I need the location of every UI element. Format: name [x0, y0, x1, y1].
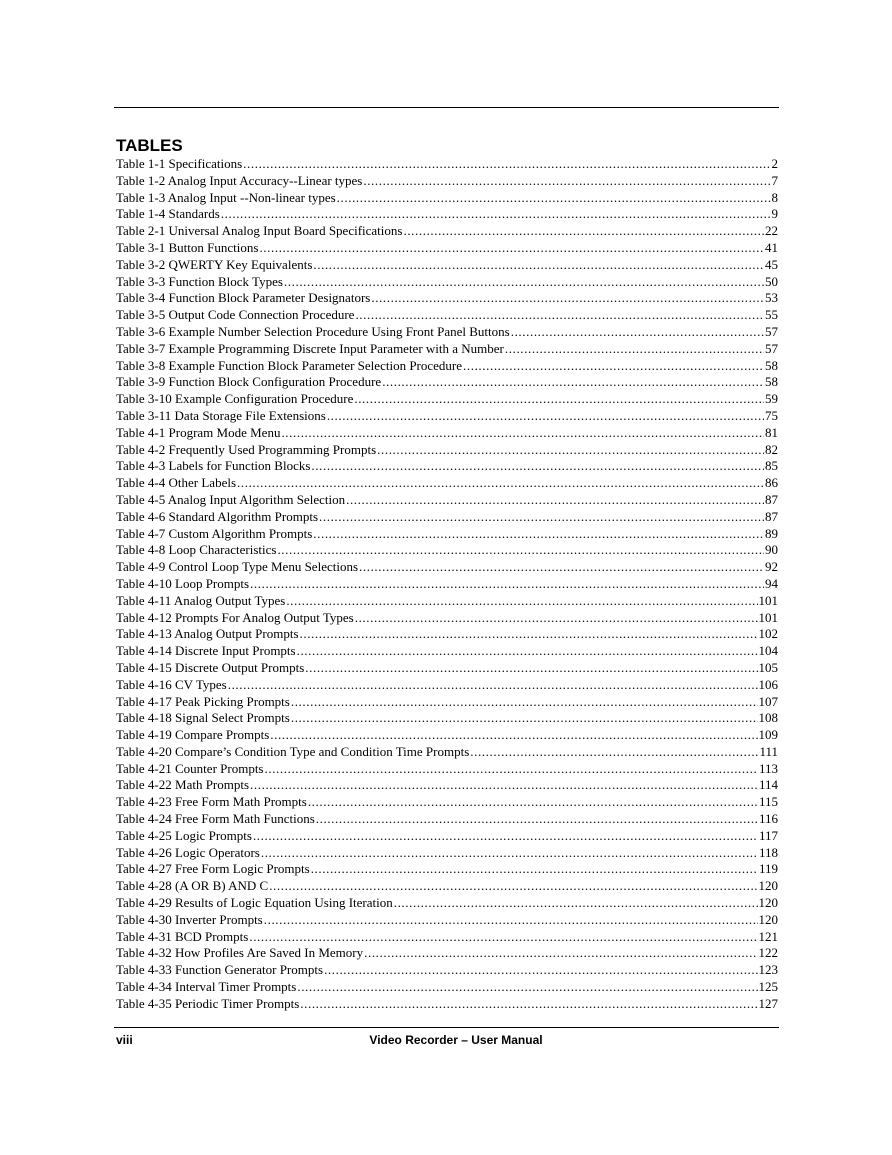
toc-entry[interactable] — [116, 744, 778, 761]
toc-entry-page: 92 — [765, 559, 778, 575]
toc-entry-page: 127 — [758, 995, 778, 1011]
toc-entry-page: 106 — [758, 676, 778, 692]
toc-entry-page: 86 — [765, 475, 778, 491]
toc-entry-label: Table 4-14 Discrete Input Prompts — [116, 643, 296, 659]
toc-entry-label: Table 4-2 Frequently Used Programming Prompts — [116, 441, 377, 457]
toc-entry-label: Table 1-2 Analog Input Accuracy--Linear types — [116, 172, 363, 188]
toc-entry-label: Table 4-9 Control Loop Type Menu Selections — [116, 559, 359, 575]
toc-entry-page: 89 — [765, 525, 778, 541]
toc-entry-label: Table 4-34 Interval Timer Prompts — [116, 979, 297, 995]
toc-entry[interactable] — [116, 408, 778, 425]
toc-entry[interactable] — [116, 694, 778, 711]
dot-leader — [250, 576, 764, 593]
toc-entry-label: Table 3-5 Output Code Connection Procedure — [116, 307, 355, 323]
toc-entry-page: 125 — [758, 979, 778, 995]
toc-entry-label: Table 4-23 Free Form Math Prompts — [116, 794, 307, 810]
dot-leader — [377, 442, 764, 459]
toc-entry[interactable] — [116, 307, 778, 324]
toc-entry[interactable] — [116, 475, 778, 492]
toc-entry[interactable] — [116, 290, 778, 307]
toc-entry-page: 90 — [765, 542, 778, 558]
dot-leader — [253, 828, 758, 845]
dot-leader — [363, 173, 770, 190]
toc-entry-label: Table 4-19 Compare Prompts — [116, 727, 270, 743]
toc-entry-label: Table 1-1 Specifications — [116, 156, 243, 171]
toc-entry-page: 108 — [758, 710, 778, 726]
toc-entry-label: Table 4-3 Labels for Function Blocks — [116, 458, 311, 474]
toc-entry-page: 22 — [765, 223, 778, 239]
table-of-tables — [116, 156, 778, 1013]
toc-entry-page: 122 — [758, 945, 778, 961]
toc-entry[interactable] — [116, 845, 778, 862]
toc-entry-label: Table 4-22 Math Prompts — [116, 777, 250, 793]
toc-entry-label: Table 4-18 Signal Select Prompts — [116, 710, 290, 726]
toc-entry-page: 58 — [765, 357, 778, 373]
toc-entry-label: Table 4-8 Loop Characteristics — [116, 542, 277, 558]
footer-rule — [114, 1027, 779, 1028]
dot-leader — [259, 240, 764, 257]
toc-entry-label: Table 4-20 Compare’s Condition Type and Condition Time Prompts — [116, 743, 470, 759]
toc-entry[interactable] — [116, 559, 778, 576]
footer-page-number: viii — [116, 1033, 133, 1047]
dot-leader — [382, 374, 764, 391]
toc-entry[interactable] — [116, 929, 778, 946]
toc-entry-page: 53 — [765, 290, 778, 306]
toc-entry[interactable] — [116, 274, 778, 291]
dot-leader — [277, 542, 764, 559]
toc-entry[interactable] — [116, 509, 778, 526]
toc-entry-page: 117 — [758, 827, 778, 843]
toc-entry-label: Table 3-4 Function Block Parameter Designators — [116, 290, 371, 306]
toc-entry[interactable] — [116, 794, 778, 811]
dot-leader — [470, 744, 758, 761]
toc-entry[interactable] — [116, 777, 778, 794]
toc-entry[interactable] — [116, 895, 778, 912]
toc-entry-page: 41 — [765, 239, 778, 255]
toc-entry-page: 81 — [765, 424, 778, 440]
toc-entry[interactable] — [116, 526, 778, 543]
toc-entry[interactable] — [116, 190, 778, 207]
toc-entry-page: 109 — [758, 727, 778, 743]
toc-entry[interactable] — [116, 324, 778, 341]
toc-entry-label: Table 3-3 Function Block Types — [116, 273, 283, 289]
toc-entry-label: Table 4-29 Results of Logic Equation Using Iteration — [116, 895, 393, 911]
toc-entry-label: Table 4-31 BCD Prompts — [116, 928, 249, 944]
dot-leader — [313, 526, 764, 543]
toc-entry-label: Table 4-4 Other Labels — [116, 475, 237, 491]
dot-leader — [243, 156, 770, 173]
dot-leader — [265, 761, 758, 778]
toc-entry[interactable] — [116, 425, 778, 442]
toc-entry[interactable] — [116, 761, 778, 778]
footer-title: Video Recorder – User Manual — [369, 1033, 543, 1047]
toc-entry-label: Table 4-1 Program Mode Menu — [116, 424, 281, 440]
toc-entry[interactable] — [116, 727, 778, 744]
toc-entry-label: Table 4-21 Counter Prompts — [116, 760, 264, 776]
dot-leader — [505, 341, 764, 358]
toc-entry-page: 111 — [759, 743, 778, 759]
toc-entry-page: 116 — [758, 811, 778, 827]
dot-leader — [403, 223, 764, 240]
toc-entry[interactable] — [116, 442, 778, 459]
toc-entry-page: 114 — [758, 777, 778, 793]
toc-entry[interactable] — [116, 374, 778, 391]
toc-entry-label: Table 1-4 Standards — [116, 206, 220, 222]
toc-entry[interactable] — [116, 206, 778, 223]
toc-entry-page: 75 — [765, 407, 778, 423]
toc-entry-label: Table 4-13 Analog Output Prompts — [116, 626, 299, 642]
toc-entry-label: Table 4-10 Loop Prompts — [116, 575, 250, 591]
toc-entry-label: Table 4-12 Prompts For Analog Output Types — [116, 609, 354, 625]
toc-entry-label: Table 4-7 Custom Algorithm Prompts — [116, 525, 313, 541]
toc-entry-label: Table 3-7 Example Programming Discrete Input Parameter with a Number — [116, 340, 504, 356]
toc-entry-label: Table 4-25 Logic Prompts — [116, 827, 252, 843]
toc-entry-page: 113 — [758, 760, 778, 776]
dot-leader — [394, 895, 758, 912]
toc-entry-page: 57 — [765, 340, 778, 356]
toc-entry-page: 104 — [758, 643, 778, 659]
toc-entry-label: Table 4-5 Analog Input Algorithm Selection — [116, 491, 346, 507]
toc-entry[interactable] — [116, 156, 778, 173]
dot-leader — [297, 643, 758, 660]
toc-entry-label: Table 3-2 QWERTY Key Equivalents — [116, 256, 313, 272]
dot-leader — [308, 794, 758, 811]
toc-entry[interactable] — [116, 593, 778, 610]
toc-entry[interactable] — [116, 492, 778, 509]
toc-entry-label: Table 4-33 Function Generator Prompts — [116, 962, 324, 978]
dot-leader — [300, 626, 758, 643]
toc-entry[interactable] — [116, 710, 778, 727]
dot-leader — [300, 996, 757, 1013]
toc-entry[interactable] — [116, 240, 778, 257]
toc-entry-label: Table 2-1 Universal Analog Input Board Specifications — [116, 223, 403, 239]
dot-leader — [354, 391, 764, 408]
dot-leader — [346, 492, 764, 509]
dot-leader — [355, 307, 764, 324]
toc-entry-page: 120 — [758, 911, 778, 927]
dot-leader — [371, 290, 764, 307]
toc-entry[interactable] — [116, 996, 778, 1013]
toc-entry-label: Table 4-30 Inverter Prompts — [116, 911, 263, 927]
toc-entry-label: Table 4-28 (A OR B) AND C — [116, 878, 269, 894]
dot-leader — [511, 324, 764, 341]
dot-leader — [311, 861, 758, 878]
toc-entry-page: 102 — [758, 626, 778, 642]
dot-leader — [364, 945, 757, 962]
dot-leader — [463, 358, 764, 375]
toc-entry[interactable] — [116, 610, 778, 627]
toc-entry-page: 82 — [765, 441, 778, 457]
toc-entry-page: 120 — [758, 878, 778, 894]
toc-entry-label: Table 3-11 Data Storage File Extensions — [116, 407, 326, 423]
dot-leader — [316, 811, 758, 828]
toc-entry-page: 7 — [771, 172, 778, 188]
dot-leader — [305, 660, 757, 677]
toc-entry-page: 101 — [758, 609, 778, 625]
toc-entry[interactable] — [116, 979, 778, 996]
toc-entry-label: Table 3-6 Example Number Selection Procedure Using Front Panel Buttons — [116, 323, 510, 339]
toc-entry-label: Table 4-15 Discrete Output Prompts — [116, 659, 305, 675]
toc-entry-label: Table 4-24 Free Form Math Functions — [116, 811, 315, 827]
dot-leader — [221, 206, 771, 223]
dot-leader — [327, 408, 764, 425]
toc-entry[interactable] — [116, 677, 778, 694]
toc-entry-page: 57 — [765, 323, 778, 339]
toc-entry-label: Table 4-32 How Profiles Are Saved In Memory — [116, 945, 364, 961]
toc-entry[interactable] — [116, 945, 778, 962]
toc-entry[interactable] — [116, 341, 778, 358]
dot-leader — [291, 694, 758, 711]
toc-entry-page: 105 — [758, 659, 778, 675]
toc-entry-label: Table 4-35 Periodic Timer Prompts — [116, 995, 300, 1011]
toc-entry-page: 58 — [765, 374, 778, 390]
toc-entry-page: 8 — [771, 189, 778, 205]
toc-entry-label: Table 3-8 Example Function Block Parameter Selection Procedure — [116, 357, 463, 373]
dot-leader — [359, 559, 764, 576]
toc-entry-page: 115 — [758, 794, 778, 810]
toc-entry-page: 107 — [758, 693, 778, 709]
toc-entry[interactable] — [116, 828, 778, 845]
toc-entry-page: 45 — [765, 256, 778, 272]
footer-title-wrap — [0, 1033, 892, 1047]
toc-entry-page: 55 — [765, 307, 778, 323]
toc-entry-label: Table 1-3 Analog Input --Non-linear types — [116, 189, 336, 205]
toc-entry[interactable] — [116, 878, 778, 895]
toc-entry[interactable] — [116, 391, 778, 408]
toc-entry[interactable] — [116, 358, 778, 375]
dot-leader — [228, 677, 758, 694]
toc-entry-page: 85 — [765, 458, 778, 474]
header-rule — [114, 107, 779, 108]
dot-leader — [324, 962, 757, 979]
toc-entry-page: 101 — [758, 592, 778, 608]
dot-leader — [297, 979, 757, 996]
toc-entry-page: 119 — [758, 861, 778, 877]
dot-leader — [249, 929, 757, 946]
toc-entry-page: 87 — [765, 508, 778, 524]
dot-leader — [355, 610, 758, 627]
toc-entry-page: 94 — [765, 575, 778, 591]
dot-leader — [311, 458, 764, 475]
toc-entry-page: 123 — [758, 962, 778, 978]
toc-entry[interactable] — [116, 223, 778, 240]
toc-entry-page: 120 — [758, 895, 778, 911]
toc-entry-page: 59 — [765, 391, 778, 407]
dot-leader — [291, 710, 758, 727]
dot-leader — [284, 274, 764, 291]
toc-entry-label: Table 4-27 Free Form Logic Prompts — [116, 861, 310, 877]
toc-entry-label: Table 3-1 Button Functions — [116, 239, 259, 255]
dot-leader — [313, 257, 764, 274]
toc-entry-page: 118 — [758, 844, 778, 860]
toc-entry-label: Table 3-10 Example Configuration Procedure — [116, 391, 354, 407]
dot-leader — [261, 845, 758, 862]
dot-leader — [281, 425, 764, 442]
toc-entry[interactable] — [116, 257, 778, 274]
toc-entry[interactable] — [116, 173, 778, 190]
toc-entry-label: Table 4-6 Standard Algorithm Prompts — [116, 508, 319, 524]
toc-entry[interactable] — [116, 643, 778, 660]
dot-leader — [337, 190, 771, 207]
toc-entry[interactable] — [116, 811, 778, 828]
toc-entry-page: 2 — [771, 156, 778, 171]
toc-entry-label: Table 4-26 Logic Operators — [116, 844, 260, 860]
dot-leader — [270, 727, 757, 744]
dot-leader — [269, 878, 757, 895]
toc-entry-page: 121 — [758, 928, 778, 944]
toc-entry[interactable] — [116, 626, 778, 643]
toc-entry[interactable] — [116, 660, 778, 677]
toc-entry-label: Table 4-11 Analog Output Types — [116, 592, 286, 608]
toc-entry[interactable] — [116, 576, 778, 593]
dot-leader — [264, 912, 758, 929]
toc-entry-label: Table 4-16 CV Types — [116, 676, 227, 692]
toc-entry[interactable] — [116, 912, 778, 929]
toc-entry-page: 9 — [771, 206, 778, 222]
dot-leader — [250, 777, 758, 794]
toc-entry[interactable] — [116, 861, 778, 878]
toc-entry-label: Table 4-17 Peak Picking Prompts — [116, 693, 290, 709]
dot-leader — [319, 509, 764, 526]
toc-entry-page: 50 — [765, 273, 778, 289]
section-heading: TABLES — [116, 136, 183, 155]
dot-leader — [237, 475, 764, 492]
toc-entry-page: 87 — [765, 491, 778, 507]
toc-entry[interactable] — [116, 962, 778, 979]
toc-entry[interactable] — [116, 542, 778, 559]
dot-leader — [286, 593, 757, 610]
toc-entry-label: Table 3-9 Function Block Configuration Procedure — [116, 374, 382, 390]
toc-entry[interactable] — [116, 458, 778, 475]
